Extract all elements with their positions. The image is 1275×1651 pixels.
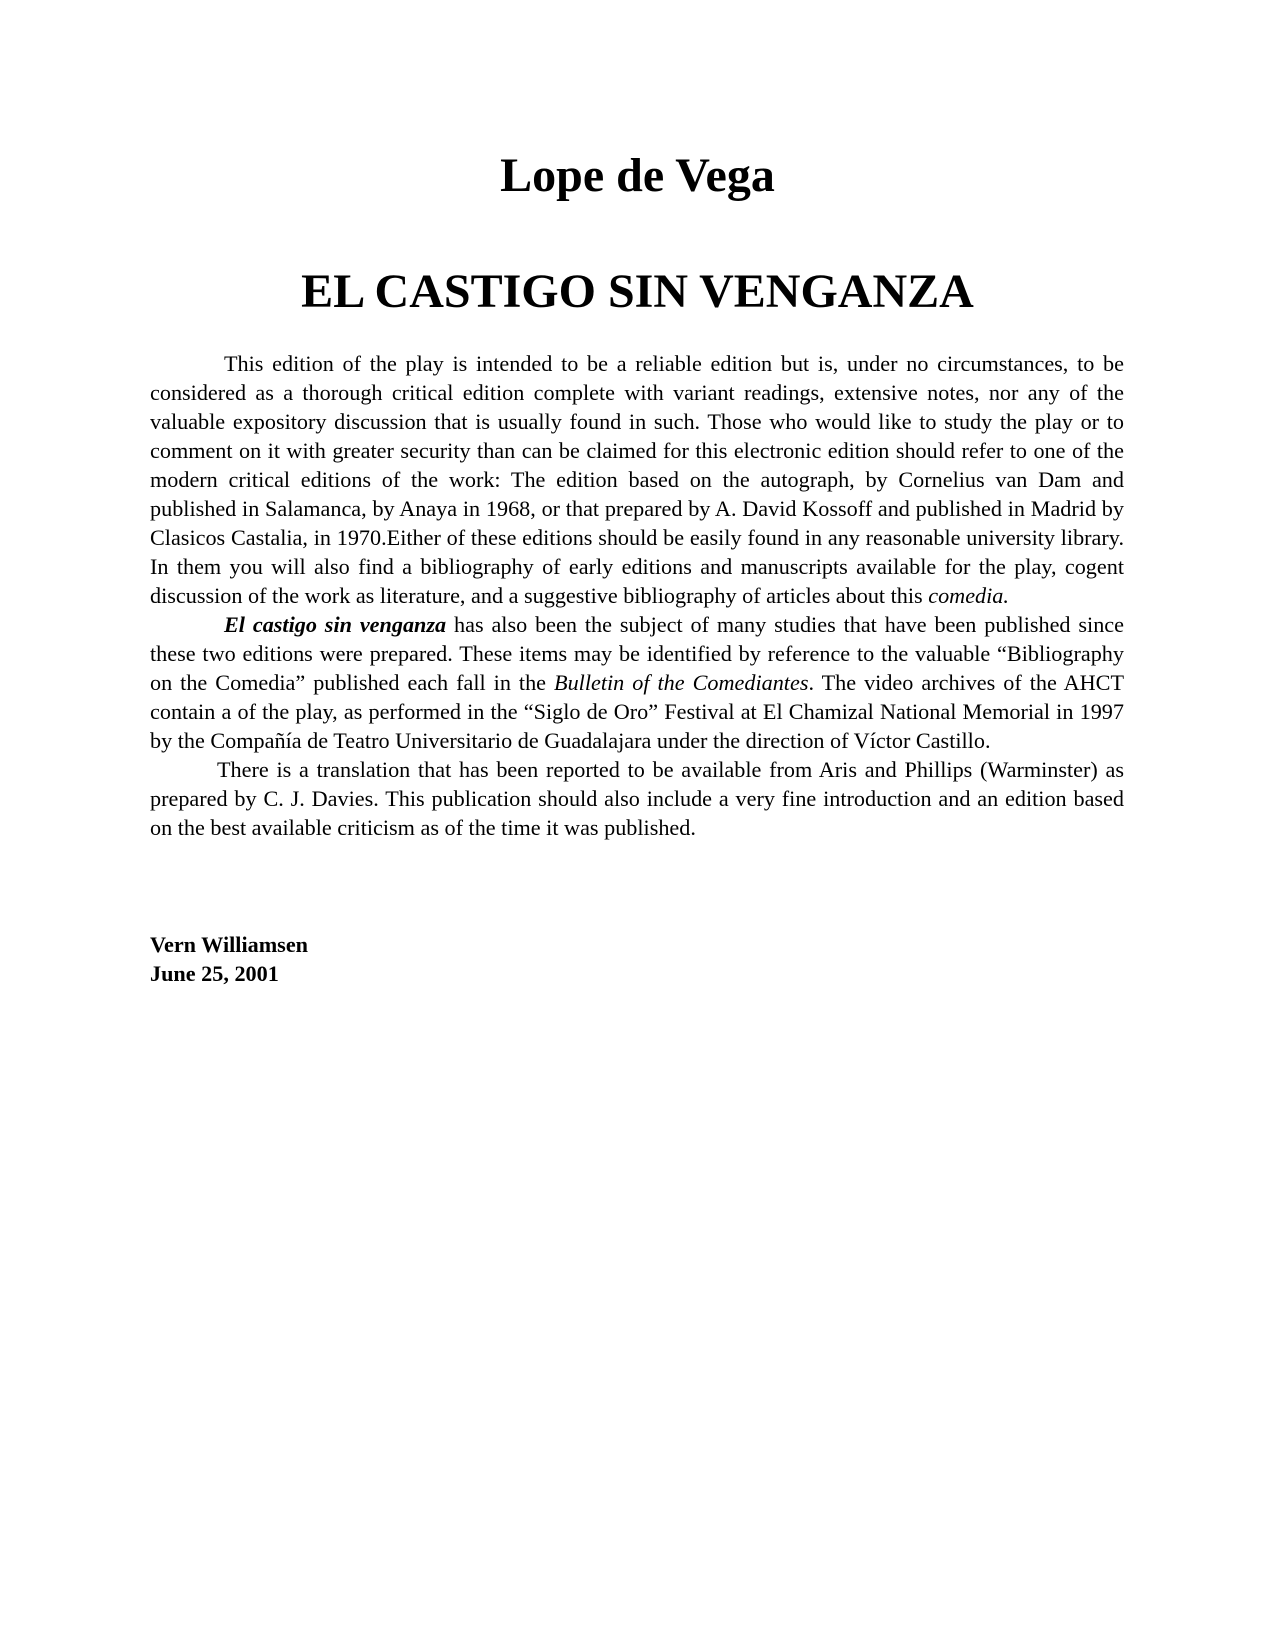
signature-date: June 25, 2001 (150, 961, 279, 986)
body-text (150, 349, 1124, 842)
play-title-inline: El castigo sin venganza (224, 612, 447, 637)
paragraph-edition-note (150, 349, 1124, 610)
paragraph-studies (150, 610, 1124, 755)
paragraph-translation: There is a translation that has been reported to be available from Aris and Phillips (Warminster) as prepared by C. J. Davies. This publication should also include a very fine introduction and an edition based on the best available criticism as of the time it was published. (150, 757, 1124, 840)
paragraph-edition-note-text: This edition of the play is intended to be a reliable edition but is, under no circumstances, to be considered as a thorough critical edition complete with variant readings, extensive notes, nor any of the valuable expository discussion that is usually found in such. Those who would like to study the play or to comment on it with greater security than can be claimed for this electronic edition should refer to one of the modern critical editions of the work: The edition based on the autograph, by Cornelius van Dam and published in Salamanca, by Anaya in 1968, or that prepared by A. David Kossoff and published in Madrid by Clasicos Castalia, in 1970.Either of these editions should be easily found in any reasonable university library. In them you will also find a bibliography of early editions and manuscripts available for the play, cogent discussion of the work as literature, and a suggestive bibliography of articles about this (150, 351, 1124, 608)
paragraph-studies-text-a: has also been the subject of many studies that have been published since these two editions were prepared. These items may be identified by reference to the valuable “Bibliography on the Comedia” published each fall in the (150, 612, 1124, 695)
comedia-italic: comedia. (928, 583, 1009, 608)
signature-name: Vern Williamsen (150, 932, 309, 957)
play-title-heading: EL CASTIGO SIN VENGANZA (301, 265, 974, 318)
bulletin-title-italic: Bulletin of the Comediantes (554, 670, 809, 695)
signature-block (150, 930, 308, 988)
author-heading: Lope de Vega (500, 149, 775, 202)
paragraph-studies-text-b: . The video archives of the AHCT contain a of the play, as performed in the “Siglo de Oro” Festival at El Chamizal National Memorial in 1997 by the Compañía de Teatro Universitario de Guadalajara under the direction of Víctor Castillo. (150, 670, 1125, 753)
